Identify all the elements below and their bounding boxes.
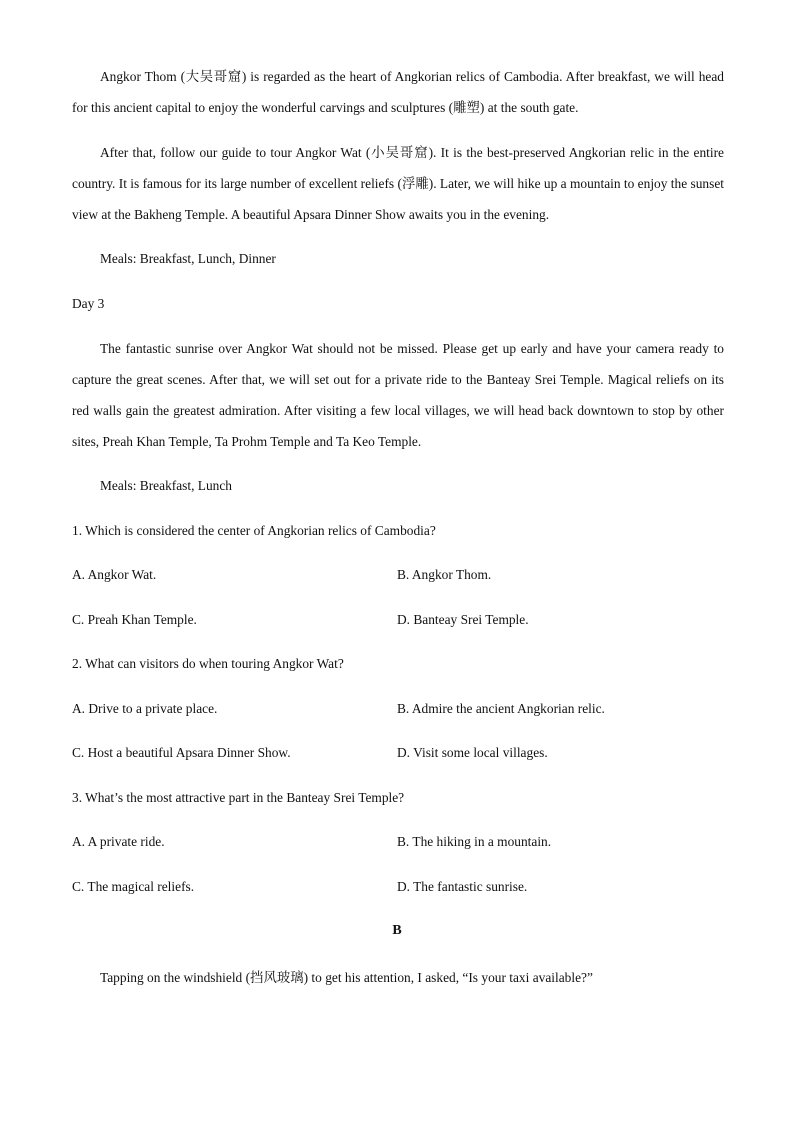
question-3-option-a: A. A private ride. bbox=[72, 834, 165, 849]
day-3-heading: Day 3 bbox=[72, 296, 105, 311]
question-1-option-b: B. Angkor Thom. bbox=[397, 567, 492, 582]
question-3-stem: 3. What’s the most attractive part in the Banteay Srei Temple? bbox=[72, 790, 405, 805]
question-2-option-b: B. Admire the ancient Angkorian relic. bbox=[397, 701, 605, 716]
passage-a-paragraph-3: The fantastic sunrise over Angkor Wat should not be missed. Please get up early and have your camera ready to capture the great scenes. After that, we will set out for a private ride to the Banteay Srei Temple. Magical reliefs on its red walls gain the greatest admiration. After visiting a few local villages, we will head back downtown to stop by other sites, Preah Khan Temple, Ta Prohm Temple and Ta Keo Temple. bbox=[72, 341, 724, 449]
question-3-option-d: D. The fantastic sunrise. bbox=[397, 879, 528, 894]
question-1-stem: 1. Which is considered the center of Angkorian relics of Cambodia? bbox=[72, 523, 436, 538]
passage-a-paragraph-2: After that, follow our guide to tour Angkor Wat (小吴哥窟). It is the best-preserved Angkorian relic in the entire country. It is famous for its large number of excellent reliefs (浮雕). Later, we will hike up a mountain to enjoy the sunset view at the Bakheng Temple. A beautiful Apsara Dinner Show awaits you in the evening. bbox=[72, 145, 724, 222]
question-1-option-a: A. Angkor Wat. bbox=[72, 567, 157, 582]
meals-day2: Meals: Breakfast, Lunch, Dinner bbox=[100, 251, 276, 266]
question-3-option-c: C. The magical reliefs. bbox=[72, 879, 195, 894]
passage-b-paragraph-1: Tapping on the windshield (挡风玻璃) to get his attention, I asked, “Is your taxi available?” bbox=[100, 970, 593, 985]
question-2-option-c: C. Host a beautiful Apsara Dinner Show. bbox=[72, 745, 291, 760]
question-1-option-d: D. Banteay Srei Temple. bbox=[397, 612, 529, 627]
question-2-option-a: A. Drive to a private place. bbox=[72, 701, 218, 716]
question-3-option-b: B. The hiking in a mountain. bbox=[397, 834, 552, 849]
passage-b-heading: B bbox=[392, 923, 402, 938]
question-2-option-d: D. Visit some local villages. bbox=[397, 745, 548, 760]
question-1-option-c: C. Preah Khan Temple. bbox=[72, 612, 197, 627]
question-2-stem: 2. What can visitors do when touring Angkor Wat? bbox=[72, 656, 344, 671]
meals-day3: Meals: Breakfast, Lunch bbox=[100, 478, 233, 493]
passage-a-paragraph-1: Angkor Thom (大吴哥窟) is regarded as the heart of Angkorian relics of Cambodia. After breakfast, we will head for this ancient capital to enjoy the wonderful carvings and sculptures (雕塑) at the south gate. bbox=[72, 69, 724, 115]
